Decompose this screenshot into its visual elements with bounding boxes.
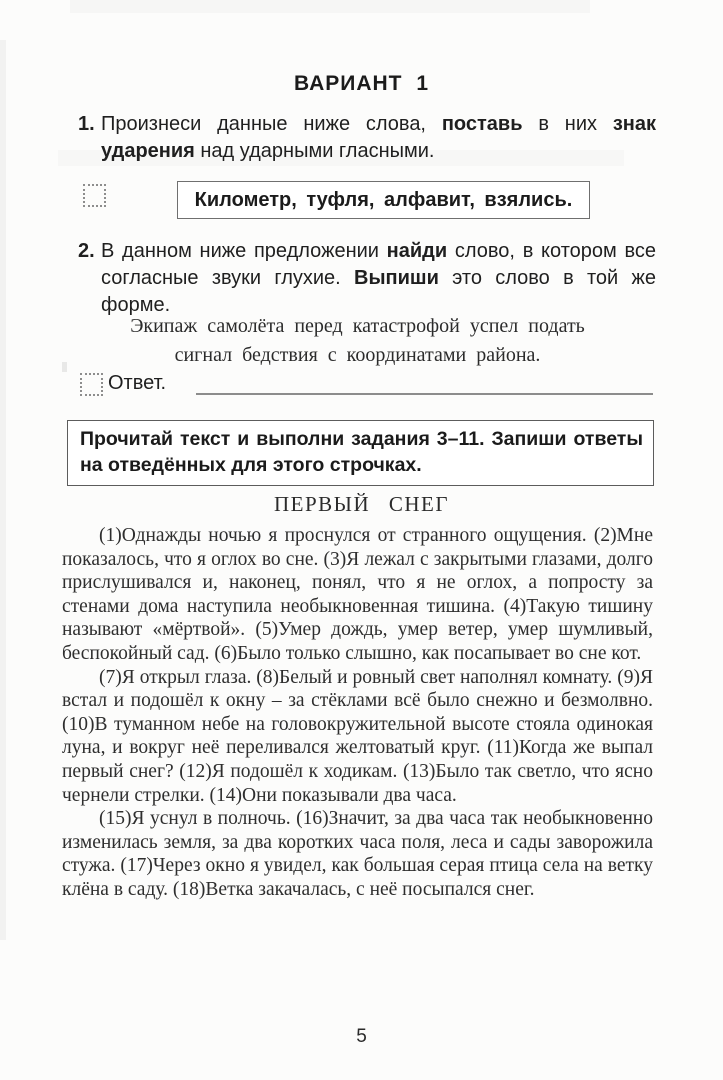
passage-title: ПЕРВЫЙ СНЕГ bbox=[273, 492, 450, 516]
instruction-box: Прочитай текст и выполни задания 3–11. Запиши ответы на отведённых для этого строчках. bbox=[67, 420, 654, 486]
answer-blank-line[interactable] bbox=[196, 393, 653, 395]
answer-label: Ответ. bbox=[108, 372, 167, 394]
task-1-number: 1. bbox=[78, 113, 95, 135]
passage-paragraph: (1)Однажды ночью я проснулся от странного ощущения. (2)Мне показалось, что я оглох во сне. (3)Я лежал с закрытыми глазами, долго прислушивался и, наконец, понял, что я не оглох, а попросту за стенами дома наступила необыкновенная тишина. (4)Такую тишину называют «мёртвой». (5)Умер дождь, умер ветер, умер шумливый, беспокойный сад. (6)Было только слышно, как посапывает во сне кот. bbox=[62, 525, 653, 664]
example-line-1: Экипаж самолёта перед катастрофой успел подать bbox=[130, 315, 585, 337]
scan-artifact bbox=[0, 40, 6, 940]
task-1-checkbox[interactable] bbox=[83, 184, 106, 207]
variant-title: ВАРИАНТ 1 bbox=[293, 72, 430, 95]
task-2-example-sentence bbox=[62, 312, 653, 370]
task-1-word-box: Километр, туфля, алфавит, взялись. bbox=[177, 181, 590, 219]
passage-paragraph: (7)Я открыл глаза. (8)Белый и ровный свет наполнял комнату. (9)Я встал и подошёл к окну – за стёклами всё было снежно и безмолвно. (10)В туманном небе на головокружительной высоте стояла одинокая луна, и вокруг неё переливался желтоватый круг. (11)Когда же выпал первый снег? (12)Я подошёл к ходикам. (13)Было так светло, что ясно чернели стрелки. (14)Они показывали два часа. bbox=[62, 666, 653, 806]
task-2 bbox=[78, 238, 656, 319]
task-2-checkbox[interactable] bbox=[80, 373, 103, 396]
answer-row bbox=[108, 372, 166, 395]
passage-text bbox=[62, 524, 653, 902]
task-1 bbox=[78, 111, 656, 165]
page-number: 5 bbox=[356, 1026, 367, 1047]
task-1-text: Произнеси данные ниже слова, поставь в них знак ударения над ударными гласными. bbox=[101, 113, 656, 162]
example-line-2: сигнал бедствия с координатами района. bbox=[174, 344, 541, 366]
task-2-number: 2. bbox=[78, 240, 95, 262]
passage-paragraph: (15)Я уснул в полночь. (16)Значит, за два часа так необыкновенно изменилась земля, за два коротких часа поля, леса и сады заворожила стужа. (17)Через окно я увидел, как большая серая птица села на ветку клёна в саду. (18)Ветка закачалась, с неё посыпался снег. bbox=[62, 808, 653, 900]
task-2-text: В данном ниже предложении найди слово, в котором все согласные звуки глухие. Выпиши это слово в той же форме. bbox=[101, 240, 656, 316]
scan-artifact bbox=[70, 0, 590, 13]
